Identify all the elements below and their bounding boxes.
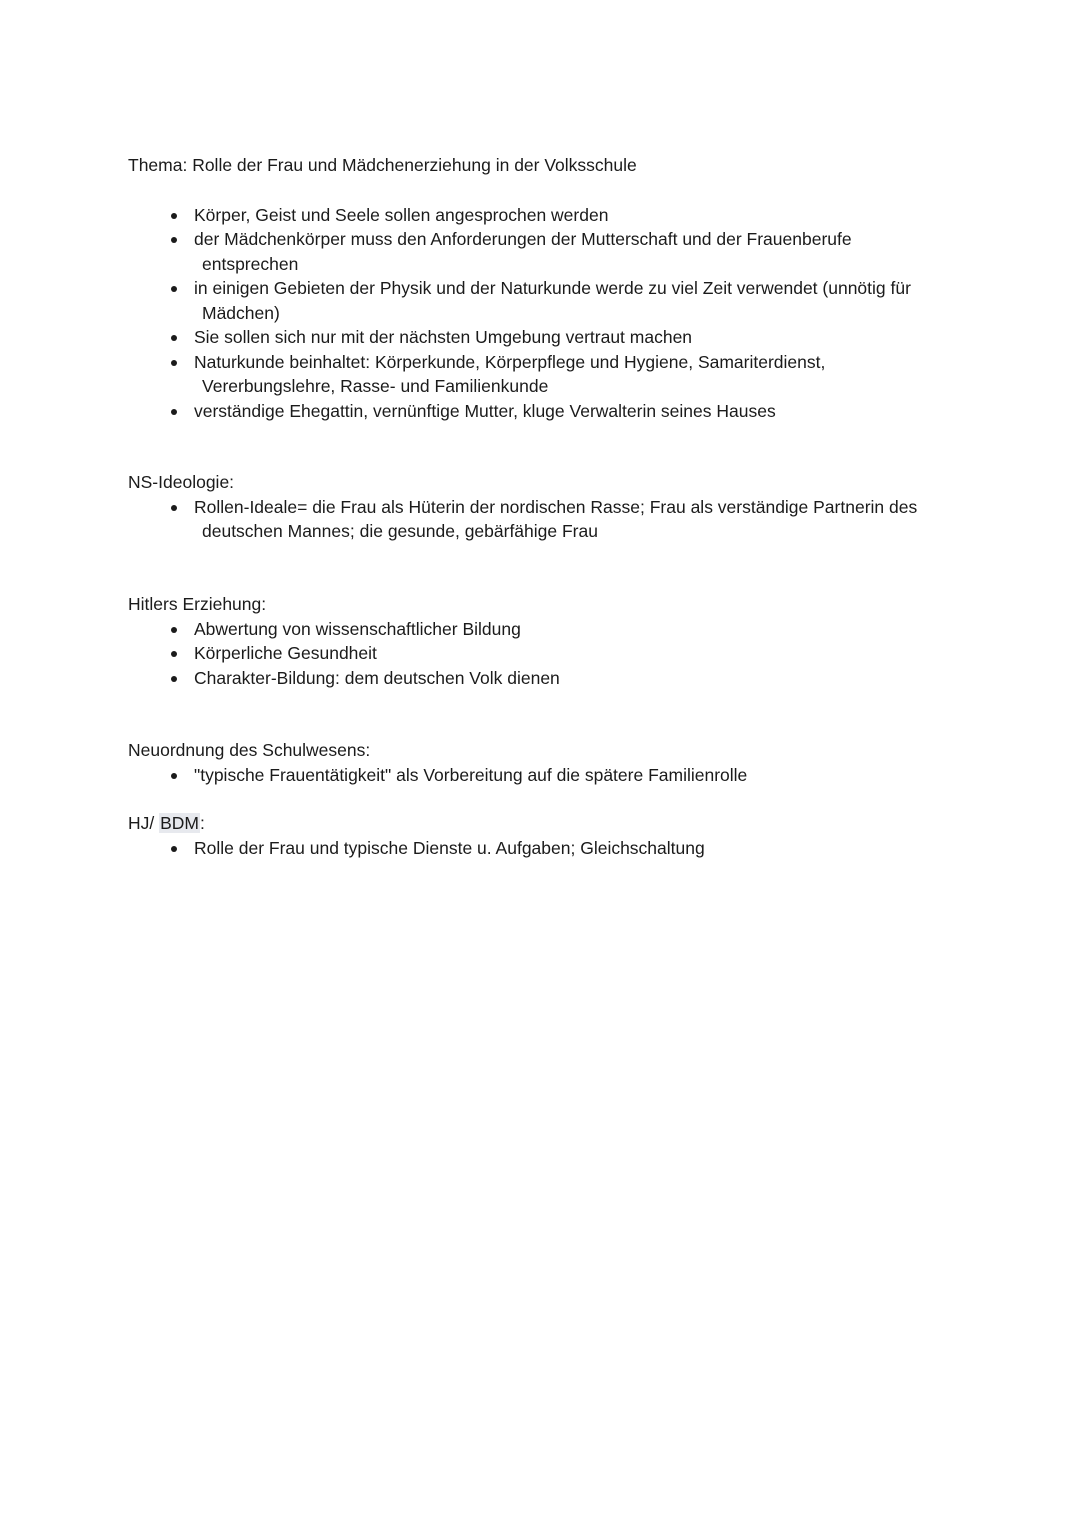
section-heading: Thema: Rolle der Frau und Mädchenerziehung in der Volksschule (128, 155, 637, 175)
section-thema (128, 153, 988, 423)
bullet-list (128, 495, 988, 544)
section-heading: NS-Ideologie: (128, 472, 235, 492)
list-item: "typische Frauentätigkeit" als Vorbereitung auf die spätere Familienrolle (128, 763, 988, 788)
section-hitlers-erziehung (128, 592, 988, 690)
section-heading: Neuordnung des Schulwesens: (128, 740, 371, 760)
bullet-list (128, 203, 988, 424)
list-item: verständige Ehegattin, vernünftige Mutter, kluge Verwalterin seines Hauses (128, 399, 988, 424)
list-item: Abwertung von wissenschaftlicher Bildung (128, 617, 988, 642)
section-ns-ideologie (128, 470, 988, 544)
bullet-list (128, 836, 988, 861)
list-item: Rolle der Frau und typische Dienste u. Aufgaben; Gleichschaltung (128, 836, 988, 861)
list-item: Körperliche Gesundheit (128, 641, 988, 666)
bullet-list (128, 763, 988, 788)
highlighted-text: BDM (160, 813, 200, 833)
section-heading: Hitlers Erziehung: (128, 594, 267, 614)
list-item: Körper, Geist und Seele sollen angesprochen werden (128, 203, 988, 228)
list-item: Naturkunde beinhaltet: Körperkunde, Körperpflege und Hygiene, Samariterdienst, Vererbungslehre, Rasse- und Familienkunde (128, 350, 988, 399)
list-item: der Mädchenkörper muss den Anforderungen der Mutterschaft und der Frauenberufe entsprechen (128, 227, 988, 276)
list-item: Rollen-Ideale= die Frau als Hüterin der nordischen Rasse; Frau als verständige Partnerin des deutschen Mannes; die gesunde, gebärfähige Frau (128, 495, 988, 544)
section-hj-bdm (128, 811, 988, 860)
section-heading: HJ/ BDM: (128, 813, 205, 833)
list-item: in einigen Gebieten der Physik und der Naturkunde werde zu viel Zeit verwendet (unnötig für Mädchen) (128, 276, 988, 325)
bullet-list (128, 617, 988, 691)
list-item: Sie sollen sich nur mit der nächsten Umgebung vertraut machen (128, 325, 988, 350)
list-item: Charakter-Bildung: dem deutschen Volk dienen (128, 666, 988, 691)
section-neuordnung (128, 738, 988, 787)
